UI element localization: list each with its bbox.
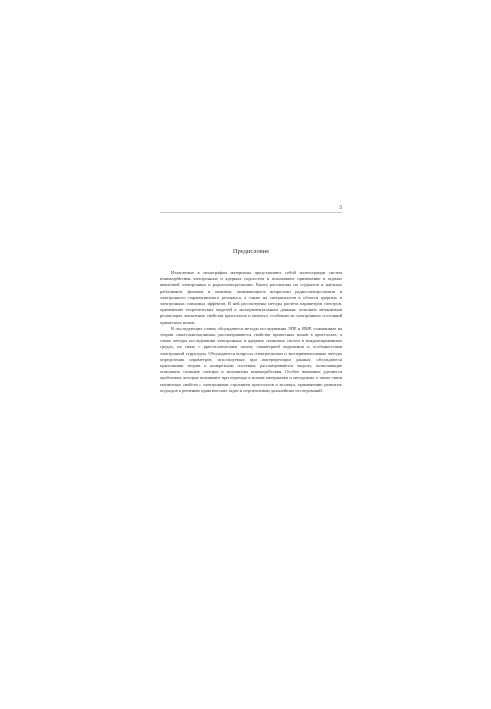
section-heading: Предисловие [232,248,270,255]
paragraph-2: В последующих главах обсуждаются методы исследования ЭПР и ЯМР, основанные на теории спин-гамильтониана, рассматриваются свойства примесных ионов в кристаллах, а также методы исследования электронных и ядерных спиновых систем в конденсированных средах, их связь с кристаллическим полем, симметрией окружения и особенностями электронной структуры. Обсуждаются вопросы спектроскопии и экспериментальные методы определения параметров, используемых при интерпретации данных; обсуждаются приложения теории к конкретным системам, рассматриваются модели, позволяющие описывать сложные спектры и механизмы взаимодействия. Особое внимание уделяется проблемам, которые возникают при переходе к новым материалам и методикам, а также связи магнитных свойств с электронным строением кристаллов и молекул, применению развитых подходов к решению практических задач и перспективам дальнейших исследований. [160,325,342,393]
body-text [160,270,342,394]
header-rule [160,212,342,213]
paragraph-1: Излагаемые в монографии материалы представляют собой иллюстрации систем взаимодействия электронных и ядерных подсистем и показывают применение в задачах квантовой электроники и радиоспектроскопии. Книга рассчитана на студентов и научных работников, физиков и химиков, занимающихся вопросами радиоспектроскопии и электронного парамагнитного резонанса, а также на специалистов в области ядерных и электронных спиновых эффектов. В ней рассмотрены методы расчёта параметров спектров, применение теоретических моделей к экспериментальным данным, описание механизмов релаксации, магнитные свойства кристаллов и молекул, особенности электронных состояний примесных ионов. [160,270,342,325]
page-number: 3 [339,205,342,211]
